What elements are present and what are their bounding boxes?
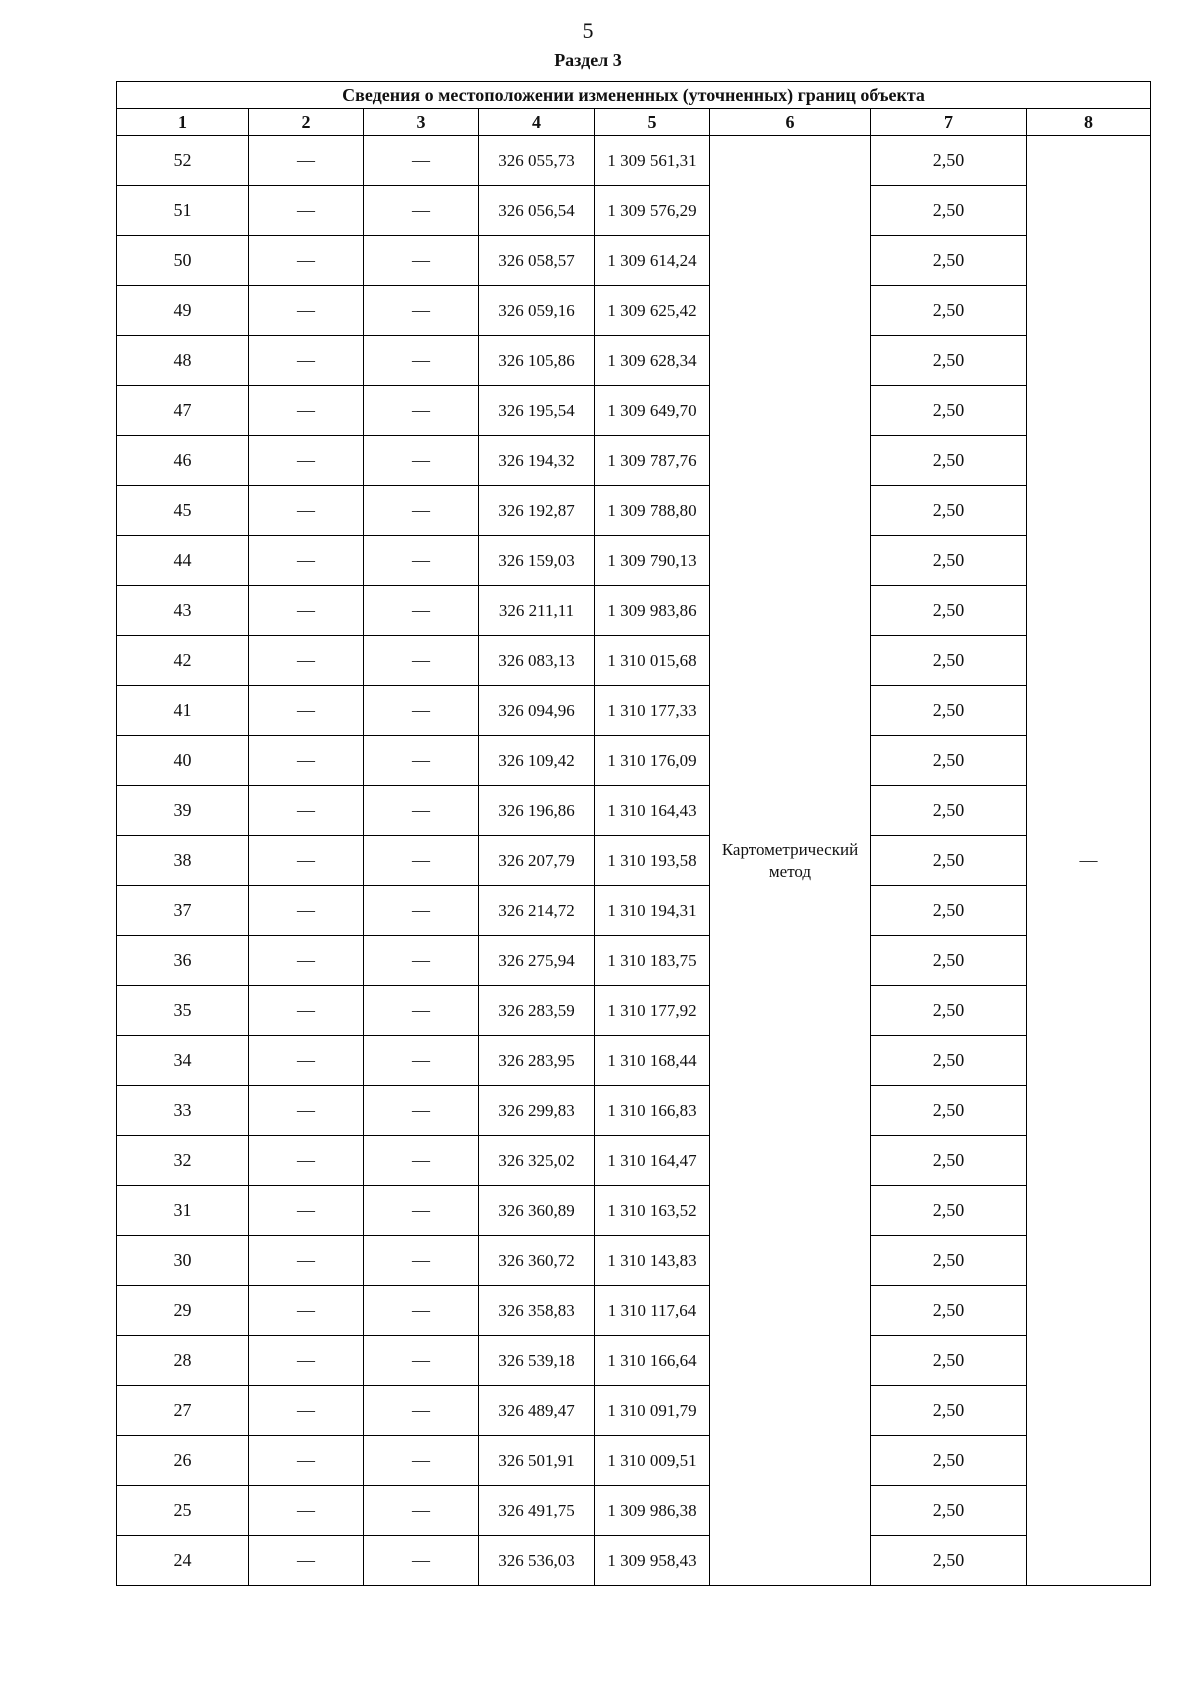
accuracy-cell: 2,50 <box>871 1336 1027 1386</box>
point-number-cell: 52 <box>117 136 249 186</box>
accuracy-cell: 2,50 <box>871 136 1027 186</box>
coordinate-x-cell: 326 299,83 <box>479 1086 595 1136</box>
table-row <box>117 1236 1151 1286</box>
column-3-cell: — <box>364 536 479 586</box>
point-number-cell: 46 <box>117 436 249 486</box>
coordinate-x-cell: 326 489,47 <box>479 1386 595 1436</box>
table-row <box>117 586 1151 636</box>
column-3-cell: — <box>364 586 479 636</box>
table-row <box>117 686 1151 736</box>
accuracy-cell: 2,50 <box>871 1536 1027 1586</box>
column-3-cell: — <box>364 1386 479 1436</box>
column-2-cell: — <box>249 1486 364 1536</box>
point-number-cell: 40 <box>117 736 249 786</box>
point-number-cell: 42 <box>117 636 249 686</box>
table-row <box>117 1136 1151 1186</box>
coordinate-y-cell: 1 310 009,51 <box>595 1436 710 1486</box>
coordinate-x-cell: 326 211,11 <box>479 586 595 636</box>
table-row <box>117 1086 1151 1136</box>
table-row <box>117 1036 1151 1086</box>
accuracy-cell: 2,50 <box>871 1036 1027 1086</box>
column-3-cell: — <box>364 336 479 386</box>
coordinate-x-cell: 326 360,72 <box>479 1236 595 1286</box>
table-row <box>117 986 1151 1036</box>
column-3-cell: — <box>364 1436 479 1486</box>
column-3-cell: — <box>364 136 479 186</box>
accuracy-cell: 2,50 <box>871 736 1027 786</box>
table-row <box>117 1336 1151 1386</box>
point-number-cell: 51 <box>117 186 249 236</box>
coordinate-y-cell: 1 310 183,75 <box>595 936 710 986</box>
column-3-cell: — <box>364 886 479 936</box>
column-2-cell: — <box>249 986 364 1036</box>
column-3-cell: — <box>364 686 479 736</box>
point-number-cell: 28 <box>117 1336 249 1386</box>
coordinate-y-cell: 1 310 015,68 <box>595 636 710 686</box>
table-row <box>117 886 1151 936</box>
column-2-cell: — <box>249 686 364 736</box>
column-2-cell: — <box>249 1286 364 1336</box>
column-3-cell: — <box>364 1336 479 1386</box>
column-2-cell: — <box>249 886 364 936</box>
accuracy-cell: 2,50 <box>871 436 1027 486</box>
coordinate-y-cell: 1 309 614,24 <box>595 236 710 286</box>
point-number-cell: 43 <box>117 586 249 636</box>
coordinate-x-cell: 326 058,57 <box>479 236 595 286</box>
table-row <box>117 236 1151 286</box>
column-3-cell: — <box>364 186 479 236</box>
coordinate-y-cell: 1 309 958,43 <box>595 1536 710 1586</box>
column-number-1: 1 <box>117 109 249 136</box>
table-row <box>117 286 1151 336</box>
coordinate-y-cell: 1 309 576,29 <box>595 186 710 236</box>
column-2-cell: — <box>249 1036 364 1086</box>
coordinate-x-cell: 326 196,86 <box>479 786 595 836</box>
coordinate-x-cell: 326 159,03 <box>479 536 595 586</box>
column-2-cell: — <box>249 386 364 436</box>
column-number-4: 4 <box>479 109 595 136</box>
column-2-cell: — <box>249 536 364 586</box>
column-3-cell: — <box>364 836 479 886</box>
coordinate-x-cell: 326 325,02 <box>479 1136 595 1186</box>
point-number-cell: 35 <box>117 986 249 1036</box>
column-number-7: 7 <box>871 109 1027 136</box>
table-row <box>117 386 1151 436</box>
table-row <box>117 1386 1151 1436</box>
coordinate-y-cell: 1 309 986,38 <box>595 1486 710 1536</box>
table-row <box>117 136 1151 186</box>
column-number-6: 6 <box>710 109 871 136</box>
accuracy-cell: 2,50 <box>871 1086 1027 1136</box>
column-3-cell: — <box>364 1036 479 1086</box>
accuracy-cell: 2,50 <box>871 1236 1027 1286</box>
accuracy-cell: 2,50 <box>871 686 1027 736</box>
coordinate-y-cell: 1 310 091,79 <box>595 1386 710 1436</box>
point-number-cell: 25 <box>117 1486 249 1536</box>
accuracy-cell: 2,50 <box>871 886 1027 936</box>
column-2-cell: — <box>249 1186 364 1236</box>
accuracy-cell: 2,50 <box>871 1186 1027 1236</box>
accuracy-cell: 2,50 <box>871 286 1027 336</box>
point-number-cell: 26 <box>117 1436 249 1486</box>
accuracy-cell: 2,50 <box>871 786 1027 836</box>
coordinate-x-cell: 326 360,89 <box>479 1186 595 1236</box>
column-3-cell: — <box>364 1136 479 1186</box>
table-row <box>117 736 1151 786</box>
coordinate-y-cell: 1 310 166,83 <box>595 1086 710 1136</box>
coordinate-y-cell: 1 309 790,13 <box>595 536 710 586</box>
section-title: Раздел 3 <box>554 50 622 70</box>
coordinate-x-cell: 326 109,42 <box>479 736 595 786</box>
coordinate-y-cell: 1 310 177,33 <box>595 686 710 736</box>
boundary-coordinates-table <box>116 81 1151 1586</box>
accuracy-cell: 2,50 <box>871 836 1027 886</box>
column-3-cell: — <box>364 1186 479 1236</box>
accuracy-cell: 2,50 <box>871 486 1027 536</box>
column-2-cell: — <box>249 1536 364 1586</box>
column-2-cell: — <box>249 1336 364 1386</box>
coordinate-y-cell: 1 310 193,58 <box>595 836 710 886</box>
column-2-cell: — <box>249 186 364 236</box>
column-2-cell: — <box>249 286 364 336</box>
column-2-cell: — <box>249 1086 364 1136</box>
table-caption: Сведения о местоположении измененных (уточненных) границ объекта <box>117 82 1151 109</box>
point-number-cell: 48 <box>117 336 249 386</box>
point-number-cell: 36 <box>117 936 249 986</box>
point-number-cell: 32 <box>117 1136 249 1186</box>
coordinate-x-cell: 326 083,13 <box>479 636 595 686</box>
coordinate-x-cell: 326 491,75 <box>479 1486 595 1536</box>
column-2-cell: — <box>249 736 364 786</box>
column-3-cell: — <box>364 736 479 786</box>
column-3-cell: — <box>364 236 479 286</box>
column-3-cell: — <box>364 636 479 686</box>
coordinate-y-cell: 1 309 787,76 <box>595 436 710 486</box>
accuracy-cell: 2,50 <box>871 586 1027 636</box>
coordinate-x-cell: 326 539,18 <box>479 1336 595 1386</box>
method-cell: Картометрический метод <box>710 136 871 1586</box>
accuracy-cell: 2,50 <box>871 186 1027 236</box>
coordinate-x-cell: 326 094,96 <box>479 686 595 736</box>
column-2-cell: — <box>249 1386 364 1436</box>
point-number-cell: 47 <box>117 386 249 436</box>
column-3-cell: — <box>364 436 479 486</box>
coordinate-x-cell: 326 536,03 <box>479 1536 595 1586</box>
accuracy-cell: 2,50 <box>871 1486 1027 1536</box>
accuracy-cell: 2,50 <box>871 1136 1027 1186</box>
column-number-row <box>117 109 1151 136</box>
table-row <box>117 636 1151 686</box>
coordinate-y-cell: 1 310 143,83 <box>595 1236 710 1286</box>
table-row <box>117 936 1151 986</box>
coordinate-x-cell: 326 275,94 <box>479 936 595 986</box>
point-number-cell: 30 <box>117 1236 249 1286</box>
column-2-cell: — <box>249 136 364 186</box>
table-row <box>117 1286 1151 1336</box>
point-number-cell: 33 <box>117 1086 249 1136</box>
coordinate-x-cell: 326 207,79 <box>479 836 595 886</box>
table-row <box>117 1486 1151 1536</box>
coordinate-y-cell: 1 309 625,42 <box>595 286 710 336</box>
column-3-cell: — <box>364 986 479 1036</box>
point-number-cell: 34 <box>117 1036 249 1086</box>
column-2-cell: — <box>249 636 364 686</box>
coordinate-y-cell: 1 310 117,64 <box>595 1286 710 1336</box>
column-3-cell: — <box>364 486 479 536</box>
point-number-cell: 39 <box>117 786 249 836</box>
coordinate-y-cell: 1 310 163,52 <box>595 1186 710 1236</box>
column-3-cell: — <box>364 1086 479 1136</box>
column-2-cell: — <box>249 1436 364 1486</box>
column-2-cell: — <box>249 586 364 636</box>
accuracy-cell: 2,50 <box>871 336 1027 386</box>
column-2-cell: — <box>249 786 364 836</box>
accuracy-cell: 2,50 <box>871 1286 1027 1336</box>
accuracy-cell: 2,50 <box>871 236 1027 286</box>
coordinate-y-cell: 1 310 166,64 <box>595 1336 710 1386</box>
coordinate-x-cell: 326 283,59 <box>479 986 595 1036</box>
column-3-cell: — <box>364 786 479 836</box>
coordinate-y-cell: 1 310 164,47 <box>595 1136 710 1186</box>
point-number-cell: 45 <box>117 486 249 536</box>
point-number-cell: 44 <box>117 536 249 586</box>
column-2-cell: — <box>249 1136 364 1186</box>
point-number-cell: 24 <box>117 1536 249 1586</box>
column-3-cell: — <box>364 1486 479 1536</box>
table-row <box>117 336 1151 386</box>
accuracy-cell: 2,50 <box>871 1436 1027 1486</box>
column-number-2: 2 <box>249 109 364 136</box>
coordinate-x-cell: 326 055,73 <box>479 136 595 186</box>
coordinate-y-cell: 1 310 164,43 <box>595 786 710 836</box>
coordinate-y-cell: 1 309 628,34 <box>595 336 710 386</box>
point-number-cell: 27 <box>117 1386 249 1436</box>
coordinate-x-cell: 326 195,54 <box>479 386 595 436</box>
coordinate-x-cell: 326 358,83 <box>479 1286 595 1336</box>
column-number-3: 3 <box>364 109 479 136</box>
accuracy-cell: 2,50 <box>871 386 1027 436</box>
coordinate-x-cell: 326 194,32 <box>479 436 595 486</box>
page-number: 5 <box>582 18 594 43</box>
coordinate-y-cell: 1 310 168,44 <box>595 1036 710 1086</box>
table-row <box>117 1536 1151 1586</box>
column-number-5: 5 <box>595 109 710 136</box>
coordinate-y-cell: 1 309 649,70 <box>595 386 710 436</box>
column-3-cell: — <box>364 1536 479 1586</box>
table-row <box>117 436 1151 486</box>
coordinate-y-cell: 1 310 176,09 <box>595 736 710 786</box>
coordinate-y-cell: 1 310 194,31 <box>595 886 710 936</box>
accuracy-cell: 2,50 <box>871 936 1027 986</box>
column-3-cell: — <box>364 286 479 336</box>
coordinate-x-cell: 326 056,54 <box>479 186 595 236</box>
point-number-cell: 50 <box>117 236 249 286</box>
coordinate-y-cell: 1 309 561,31 <box>595 136 710 186</box>
coordinate-y-cell: 1 309 983,86 <box>595 586 710 636</box>
column-2-cell: — <box>249 236 364 286</box>
coordinate-x-cell: 326 501,91 <box>479 1436 595 1486</box>
column-3-cell: — <box>364 386 479 436</box>
table-row <box>117 1186 1151 1236</box>
column-2-cell: — <box>249 936 364 986</box>
table-row <box>117 836 1151 886</box>
column-2-cell: — <box>249 836 364 886</box>
coordinate-x-cell: 326 192,87 <box>479 486 595 536</box>
column-number-8: 8 <box>1027 109 1151 136</box>
point-number-cell: 49 <box>117 286 249 336</box>
point-number-cell: 37 <box>117 886 249 936</box>
coordinate-x-cell: 326 105,86 <box>479 336 595 386</box>
point-number-cell: 31 <box>117 1186 249 1236</box>
column-3-cell: — <box>364 1236 479 1286</box>
table-row <box>117 186 1151 236</box>
coordinate-x-cell: 326 283,95 <box>479 1036 595 1086</box>
table-row <box>117 1436 1151 1486</box>
column-3-cell: — <box>364 1286 479 1336</box>
coordinate-x-cell: 326 059,16 <box>479 286 595 336</box>
accuracy-cell: 2,50 <box>871 986 1027 1036</box>
column-2-cell: — <box>249 486 364 536</box>
coordinate-y-cell: 1 310 177,92 <box>595 986 710 1036</box>
accuracy-cell: 2,50 <box>871 636 1027 686</box>
table-row <box>117 536 1151 586</box>
point-number-cell: 38 <box>117 836 249 886</box>
table-row <box>117 786 1151 836</box>
column-2-cell: — <box>249 336 364 386</box>
column-8-cell: — <box>1027 136 1151 1586</box>
column-2-cell: — <box>249 1236 364 1286</box>
point-number-cell: 41 <box>117 686 249 736</box>
coordinate-y-cell: 1 309 788,80 <box>595 486 710 536</box>
point-number-cell: 29 <box>117 1286 249 1336</box>
accuracy-cell: 2,50 <box>871 536 1027 586</box>
accuracy-cell: 2,50 <box>871 1386 1027 1436</box>
table-row <box>117 486 1151 536</box>
table-body <box>117 136 1151 1586</box>
column-2-cell: — <box>249 436 364 486</box>
column-3-cell: — <box>364 936 479 986</box>
coordinate-x-cell: 326 214,72 <box>479 886 595 936</box>
